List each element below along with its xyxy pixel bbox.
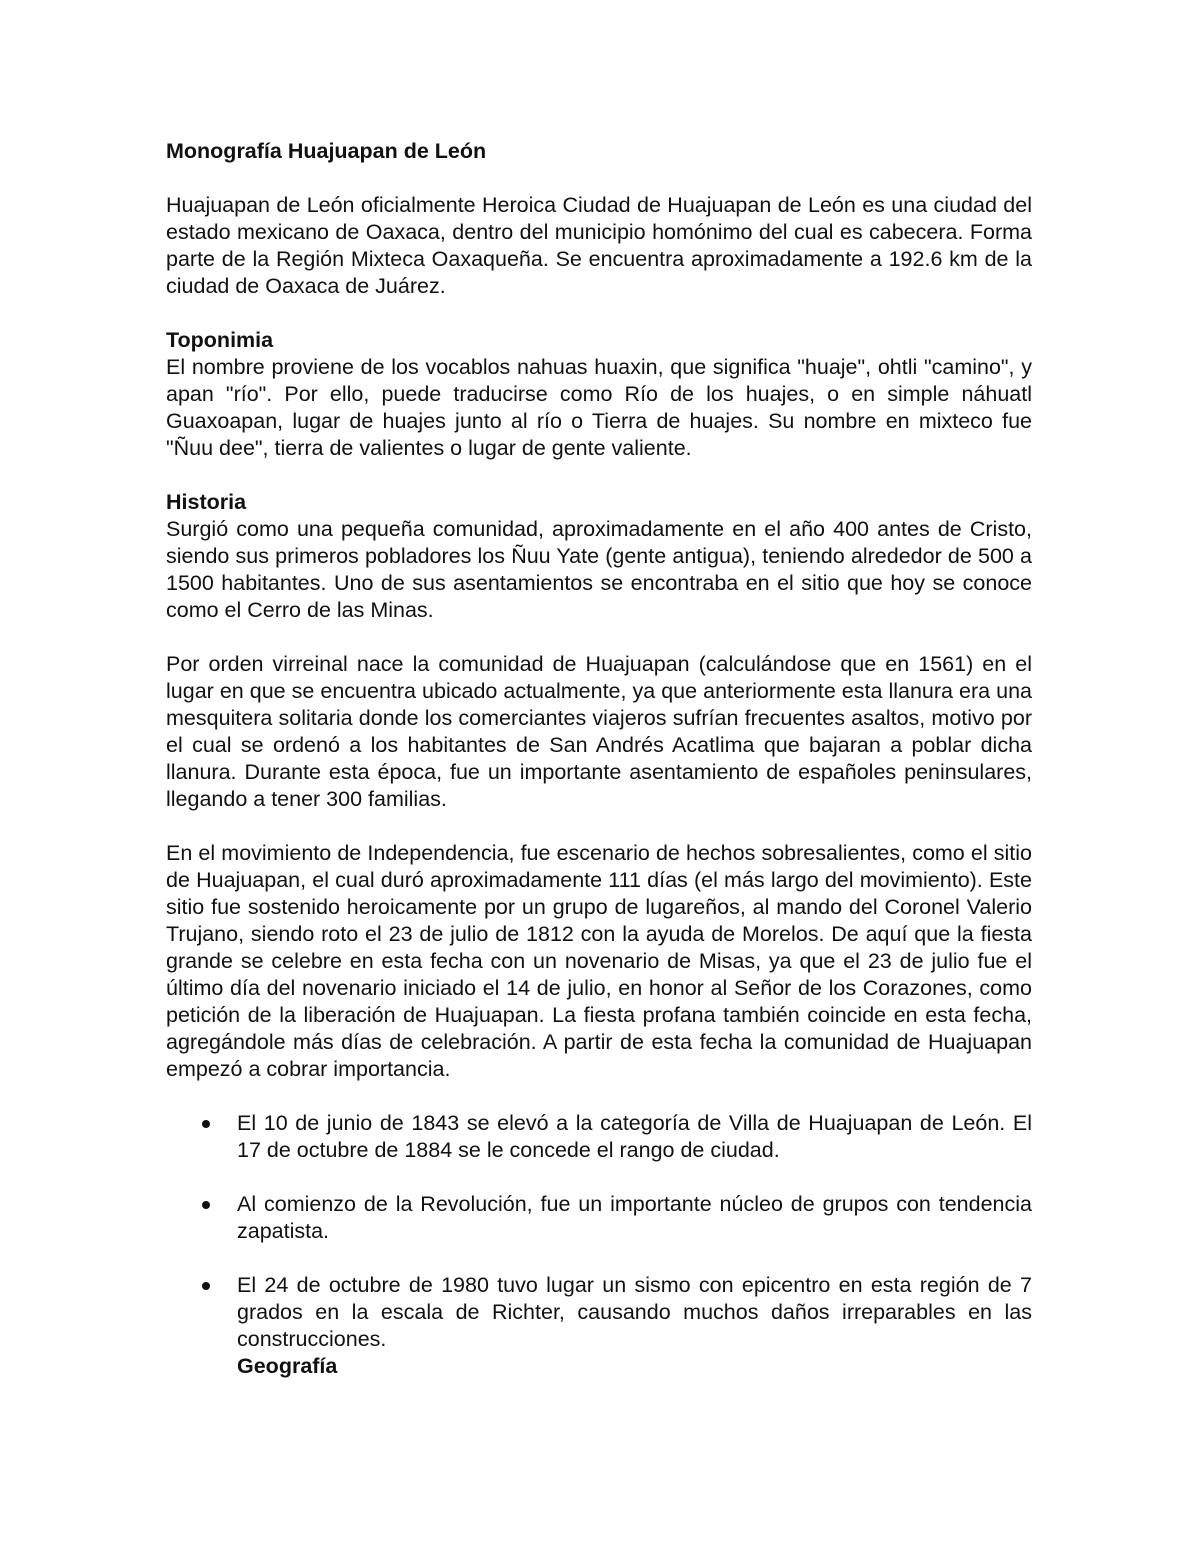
document-body [166,138,1032,1380]
bullet-icon [202,1282,210,1290]
bullet-icon [202,1120,210,1128]
list-item [166,1110,1032,1164]
historia-paragraph-3: En el movimiento de Independencia, fue escenario de hechos sobresalientes, como el sitio de Huajuapan, el cual duró aproximadamente 111 días (el más largo del movimiento). Este sitio fue sostenido heroicamente por un grupo de lugareños, al mando del Coronel Valerio Trujano, siendo roto el 23 de julio de 1812 con la ayuda de Morelos. De aquí que la fiesta grande se celebre en esta fecha con un novenario de Misas, ya que el 23 de julio fue el último día del novenario iniciado el 14 de julio, en honor al Señor de los Corazones, como petición de la liberación de Huajuapan. La fiesta profana también coincide en esta fecha, agregándole más días de celebración. A partir de esta fecha la comunidad de Huajuapan empezó a cobrar importancia. [166,841,1032,1081]
section-heading-toponimia: Toponimia [166,328,274,352]
historia-paragraph-1: Surgió como una pequeña comunidad, aproximadamente en el año 400 antes de Cristo, siendo sus primeros pobladores los Ñuu Yate (gente antigua), teniendo alrededor de 500 a 1500 habitantes. Uno de sus asentamientos se encontraba en el sitio que hoy se conoce como el Cerro de las Minas. [166,517,1032,622]
list-item [166,1191,1032,1245]
historia-bullet-list [166,1110,1032,1353]
historia-paragraph-2: Por orden virreinal nace la comunidad de Huajuapan (calculándose que en 1561) en el lugar en que se encuentra ubicado actualmente, ya que anteriormente esta llanura era una mesquitera solitaria donde los comerciantes viajeros sufrían frecuentes asaltos, motivo por el cual se ordenó a los habitantes de San Andrés Acatlima que bajaran a poblar dicha llanura. Durante esta época, fue un importante asentamiento de españoles peninsulares, llegando a tener 300 familias. [166,652,1032,811]
document-title: Monografía Huajuapan de León [166,139,487,163]
section-heading-historia: Historia [166,490,247,514]
list-item-text: El 24 de octubre de 1980 tuvo lugar un sismo con epicentro en esta región de 7 grados en la escala de Richter, causando muchos daños irreparables en las construcciones. [237,1273,1032,1351]
intro-paragraph: Huajuapan de León oficialmente Heroica Ciudad de Huajuapan de León es una ciudad del estado mexicano de Oaxaca, dentro del municipio homónimo del cual es cabecera. Forma parte de la Región Mixteca Oaxaqueña. Se encuentra aproximadamente a 192.6 km de la ciudad de Oaxaca de Juárez. [166,193,1032,298]
list-item [166,1272,1032,1353]
list-item-text: El 10 de junio de 1843 se elevó a la categoría de Villa de Huajuapan de León. El 17 de octubre de 1884 se le concede el rango de ciudad. [237,1111,1032,1162]
list-item-text: Al comienzo de la Revolución, fue un importante núcleo de grupos con tendencia zapatista. [237,1192,1032,1243]
toponimia-paragraph: El nombre proviene de los vocablos nahuas huaxin, que significa "huaje", ohtli "camino", y apan "río". Por ello, puede traducirse como Río de los huajes, o en simple náhuatl Guaxoapan, lugar de huajes junto al río o Tierra de huajes. Su nombre en mixteco fue "Ñuu dee", tierra de valientes o lugar de gente valiente. [166,355,1032,460]
section-heading-geografia: Geografía [237,1354,338,1378]
bullet-icon [202,1201,210,1209]
